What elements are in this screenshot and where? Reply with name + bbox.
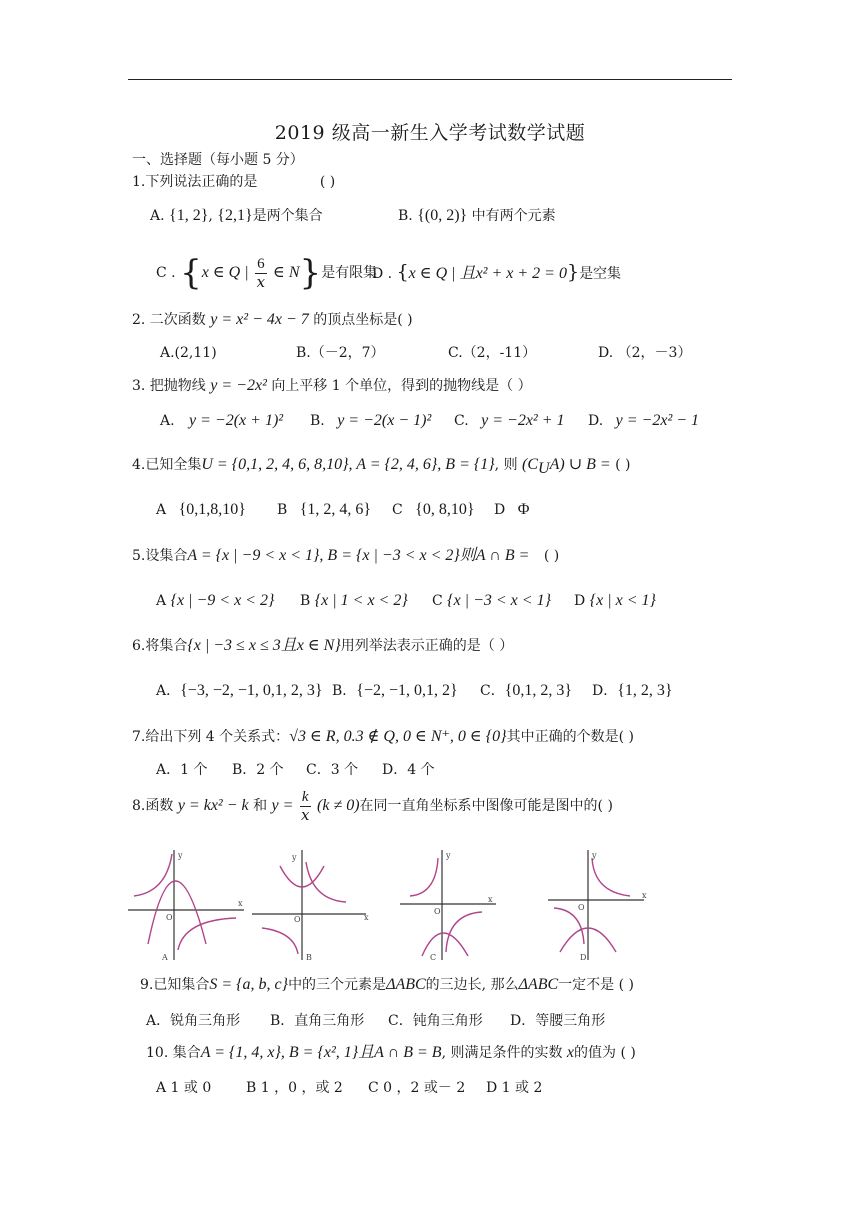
q10-option-b: B 1 ，0 ，或 2 — [246, 1080, 343, 1096]
q2-option-b: B.（－2，7） — [296, 345, 385, 361]
svg-text:y: y — [446, 851, 451, 860]
q1-c-fraction: $\frac{6}{x}$ — [256, 255, 266, 291]
question-9: 9.已知集合S = {a, b, c}中的三个元素是ΔABC的三边长, 那么ΔABC一定不是 ( ) — [140, 976, 635, 993]
question-8: 8.函数 y = kx² − k 和 y = $\frac{k}{x}$ (k ≠ 0)在同一直角坐标系中图像可能是图中的( ) — [132, 788, 613, 824]
q1-option-d: D . {x ∈ Q | 且x² + x + 2 = 0}是空集 — [372, 261, 622, 283]
q7-option-c: C．3 个 — [306, 762, 359, 778]
question-6: 6.将集合{x | −3 ≤ x ≤ 3且x ∈ N}用列举法表示正确的是（ ） — [132, 637, 514, 654]
q4-option-a: A {0,1,8,10} — [156, 501, 246, 518]
q8-graph-a — [126, 848, 248, 964]
q5-option-d: D {x | x < 1} — [574, 592, 656, 609]
q8-graph-d — [544, 848, 656, 964]
q10-option-d: D 1 或 2 — [486, 1080, 543, 1096]
svg-text:y: y — [292, 853, 297, 862]
q6-option-d: D．{1, 2, 3} — [592, 682, 673, 699]
section-heading: 一、选择题（每小题 5 分） — [132, 152, 304, 168]
q5-option-c: C {x | −3 < x < 1} — [432, 592, 551, 609]
q2-option-d: D. （2，－3） — [598, 345, 692, 361]
q4-option-b: B {1, 2, 4, 6} — [277, 501, 372, 518]
question-3: 3. 把抛物线 y = −2x² 向上平移 1 个单位，得到的抛物线是（ ） — [132, 377, 532, 394]
q1-option-a: A. {1, 2}, {2,1}是两个集合 — [150, 207, 323, 224]
q8-curve-8 — [422, 933, 468, 956]
question-7: 7.给出下列 4 个关系式：√3 ∈ R, 0.3 ∉ Q, 0 ∈ N⁺, 0 ∈ {0}其中正确的个数是( ) — [132, 728, 634, 745]
q1-option-b: B. {(0, 2)} 中有两个元素 — [398, 207, 556, 224]
q5-option-b: B {x | 1 < x < 2} — [300, 592, 408, 609]
svg-text:O: O — [578, 903, 585, 912]
q7-option-b: B．2 个 — [232, 762, 284, 778]
question-10: 10. 集合A = {1, 4, x}, B = {x², 1}且A ∩ B = B, 则满足条件的实数 x的值为 ( ) — [146, 1044, 636, 1061]
svg-text:O: O — [166, 913, 173, 922]
q9-option-d: D．等腰三角形 — [510, 1013, 606, 1029]
svg-text:D: D — [580, 953, 587, 962]
q7-option-d: D．4 个 — [382, 762, 435, 778]
q2-option-c: C.（2，-11） — [448, 345, 537, 361]
q8-curve-6 — [410, 858, 438, 896]
svg-text:A: A — [162, 953, 168, 962]
svg-text:O: O — [434, 907, 441, 916]
question-4: 4.已知全集U = {0,1, 2, 4, 6, 8,10}, A = {2, 4, 6}, B = {1}, 则 $(C_UA)$ ∪ B = ( ) — [132, 456, 631, 477]
q5-option-a: A {x | −9 < x < 2} — [156, 592, 275, 609]
svg-text:B: B — [306, 953, 312, 962]
q4-option-d: D Φ — [494, 501, 530, 518]
q4-option-c: C {0, 8,10} — [392, 501, 475, 518]
q8-graph-options — [126, 848, 656, 964]
q8-curve-9 — [592, 858, 630, 896]
q6-option-a: A．{−3, −2, −1, 0,1, 2, 3} — [156, 682, 323, 699]
q9-option-a: A．锐角三角形 — [146, 1013, 241, 1029]
q7-option-a: A．1 个 — [156, 762, 208, 778]
q6-option-c: C．{0,1, 2, 3} — [480, 682, 573, 699]
svg-text:y: y — [178, 851, 183, 860]
q8-curve-7 — [446, 912, 482, 952]
svg-text:x: x — [642, 891, 647, 900]
q8-curve-1 — [134, 854, 172, 896]
header-rule — [128, 79, 732, 80]
svg-text:x: x — [238, 899, 243, 908]
q9-option-c: C．钝角三角形 — [388, 1013, 483, 1029]
q3-option-b: B. y = −2(x − 1)² — [310, 412, 432, 429]
q8-graph-c — [396, 848, 518, 964]
svg-text:x: x — [488, 895, 493, 904]
question-5: 5.设集合A = {x | −9 < x < 1}, B = {x | −3 < x < 2}则A ∩ B = ( ) — [132, 547, 560, 564]
q3-option-c: C. y = −2x² + 1 — [454, 412, 565, 429]
q8-curve-4 — [262, 928, 298, 954]
q9-option-b: B．直角三角形 — [270, 1013, 365, 1029]
svg-text:O: O — [294, 915, 301, 924]
q6-option-b: B．{−2, −1, 0,1, 2} — [332, 682, 458, 699]
question-2: 2. 二次函数 y = x² − 4x − 7 的顶点坐标是( ) — [132, 311, 413, 328]
q8-fraction: $\frac{k}{x}$ — [300, 788, 310, 824]
q3-option-d: D. y = −2x² − 1 — [588, 412, 700, 429]
svg-text:C: C — [430, 953, 437, 962]
q8-graph-b — [250, 848, 372, 964]
svg-text:x: x — [364, 913, 369, 922]
q8-curve-0 — [148, 881, 206, 944]
q8-curve-2 — [178, 918, 236, 950]
q1-option-c: C . {x ∈ Q | $\frac{6}{x}$ ∈ N}是有限集 — [156, 253, 378, 293]
q2-option-a: A.(2,11) — [160, 345, 217, 361]
q10-option-c: C 0 ，2 或－ 2 — [368, 1080, 466, 1096]
q10-option-a: A 1 或 0 — [156, 1080, 212, 1096]
q3-option-a: A. y = −2(x + 1)² — [160, 412, 284, 429]
q8-curve-5 — [306, 862, 346, 902]
page-title: 2019 级高一新生入学考试数学试题 — [274, 122, 586, 144]
question-1: 1.下列说法正确的是 ( ) — [132, 174, 336, 190]
svg-text:y: y — [592, 851, 597, 860]
